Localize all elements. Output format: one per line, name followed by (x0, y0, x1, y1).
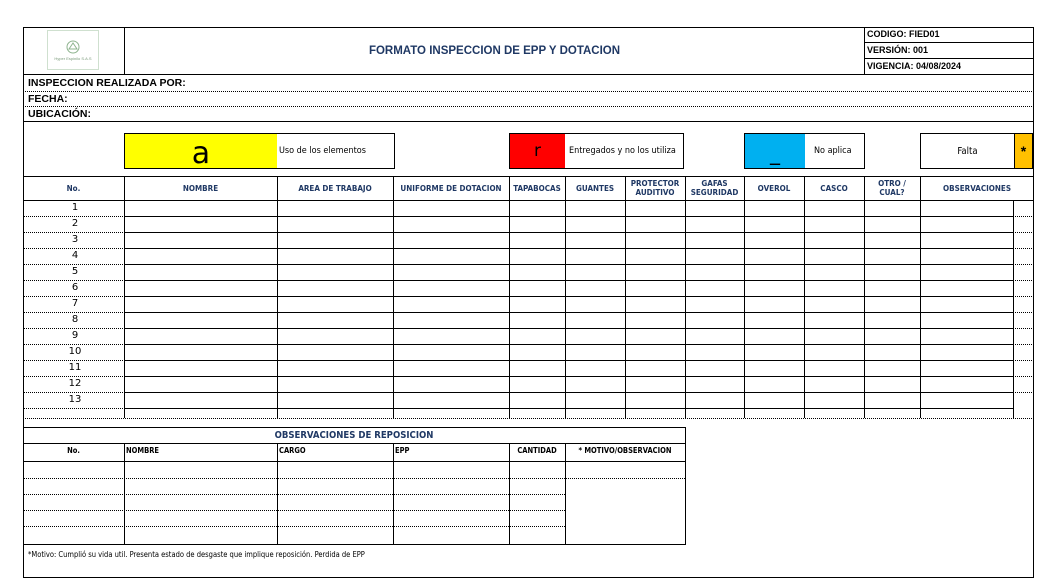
cell-otro-cual[interactable] (865, 297, 920, 312)
cell-overol[interactable] (745, 393, 804, 408)
cell-observaciones[interactable] (921, 329, 1013, 344)
cell-protector-auditivo[interactable] (626, 297, 685, 312)
cell-overol[interactable] (745, 361, 804, 376)
cell-overol[interactable] (745, 233, 804, 248)
cell-observaciones[interactable] (921, 377, 1013, 392)
header-uniforme-dotacion: UNIFORME DE DOTACION (400, 183, 502, 193)
header-no: No. (66, 183, 81, 193)
cell-guantes[interactable] (566, 329, 625, 344)
cell-otro-cual[interactable] (865, 345, 920, 360)
cell-otro-cual[interactable] (865, 313, 920, 328)
header-casco: CASCO (820, 183, 848, 193)
cell-area-trabajo[interactable] (278, 313, 393, 328)
cell-protector-auditivo[interactable] (626, 217, 685, 232)
cell-observaciones[interactable] (921, 345, 1013, 360)
cell-nombre[interactable] (125, 361, 277, 376)
fecha-label: FECHA: (28, 93, 68, 105)
cell-observaciones[interactable] (921, 233, 1013, 248)
cell-otro-cual[interactable] (865, 201, 920, 216)
cell-area-trabajo[interactable] (278, 361, 393, 376)
cell-nombre[interactable] (125, 329, 277, 344)
cell-gafas-seguridad[interactable] (686, 377, 744, 392)
legend-entregados-symbol: r (534, 141, 541, 161)
cell-gafas-seguridad[interactable] (686, 265, 744, 280)
cell-area-trabajo[interactable] (278, 217, 393, 232)
header-area-trabajo: AREA DE TRABAJO (298, 183, 372, 193)
cell-guantes[interactable] (566, 345, 625, 360)
cell-protector-auditivo[interactable] (626, 313, 685, 328)
cell-otro-cual[interactable] (865, 265, 920, 280)
cell-nombre[interactable] (125, 249, 277, 264)
cell-protector-auditivo[interactable] (626, 377, 685, 392)
cell-overol[interactable] (745, 313, 804, 328)
cell-casco[interactable] (805, 249, 864, 264)
header-tapabocas: TAPABOCAS (513, 183, 561, 193)
legend-entregados-swatch (510, 134, 565, 168)
cell-guantes[interactable] (566, 217, 625, 232)
row-number: 9 (71, 330, 79, 341)
cell-casco[interactable] (805, 217, 864, 232)
footnote: *Motivo: Cumplió su vida util. Presenta estado de desgaste que implique reposición. Perdida de EPP (28, 550, 365, 559)
cell-otro-cual[interactable] (865, 361, 920, 376)
legend-entregados-label: Entregados y no los utiliza (569, 146, 676, 156)
cell-tapabocas[interactable] (510, 377, 565, 392)
cell-uniforme-dotacion[interactable] (394, 249, 509, 264)
cell-overol[interactable] (745, 217, 804, 232)
cell-area-trabajo[interactable] (278, 345, 393, 360)
ubicacion-label: UBICACIÓN: (28, 108, 91, 120)
row-number: 13 (68, 394, 82, 405)
cell-nombre[interactable] (125, 217, 277, 232)
cell-tapabocas[interactable] (510, 297, 565, 312)
cell-casco[interactable] (805, 393, 864, 408)
row-number: 3 (71, 234, 79, 245)
cell-overol[interactable] (745, 281, 804, 296)
cell-otro-cual[interactable] (865, 233, 920, 248)
cell-tapabocas[interactable] (510, 329, 565, 344)
reposicion-header-cantidad: CANTIDAD (517, 446, 557, 455)
logo-text: Hyper Espinilo S.A.S (54, 55, 92, 61)
reposicion-header-epp: EPP (395, 446, 410, 455)
legend-uso-swatch (125, 134, 277, 171)
cell-gafas-seguridad[interactable] (686, 313, 744, 328)
cell-uniforme-dotacion[interactable] (394, 233, 509, 248)
cell-tapabocas[interactable] (510, 217, 565, 232)
row-number: 10 (68, 346, 82, 357)
cell-observaciones[interactable] (921, 249, 1013, 264)
row-number: 6 (71, 282, 79, 293)
cell-guantes[interactable] (566, 361, 625, 376)
cell-otro-cual[interactable] (865, 329, 920, 344)
cell-gafas-seguridad[interactable] (686, 233, 744, 248)
row-number: 1 (71, 202, 79, 213)
cell-casco[interactable] (805, 233, 864, 248)
header-nombre: NOMBRE (182, 183, 219, 193)
cell-area-trabajo[interactable] (278, 201, 393, 216)
row-number: 8 (71, 314, 79, 325)
cell-nombre[interactable] (125, 281, 277, 296)
cell-observaciones[interactable] (921, 361, 1013, 376)
header-gafas-seguridad: GAFAS SEGURIDAD (690, 179, 739, 197)
cell-casco[interactable] (805, 313, 864, 328)
cell-tapabocas[interactable] (510, 281, 565, 296)
cell-gafas-seguridad[interactable] (686, 361, 744, 376)
vigencia-label: VIGENCIA: 04/08/2024 (867, 61, 962, 71)
cell-guantes[interactable] (566, 313, 625, 328)
cell-area-trabajo[interactable] (278, 233, 393, 248)
reposicion-header-nombre: NOMBRE (126, 446, 160, 455)
legend-falta-label: Falta (957, 145, 978, 157)
cell-uniforme-dotacion[interactable] (394, 329, 509, 344)
cell-area-trabajo[interactable] (278, 281, 393, 296)
cell-guantes[interactable] (566, 377, 625, 392)
version-label: VERSIÓN: 001 (867, 45, 929, 55)
cell-gafas-seguridad[interactable] (686, 345, 744, 360)
legend-noaplica-symbol: _ (770, 141, 780, 165)
reposicion-header-no: No. (67, 446, 80, 455)
cell-observaciones[interactable] (921, 393, 1013, 408)
cell-uniforme-dotacion[interactable] (394, 265, 509, 280)
cell-gafas-seguridad[interactable] (686, 393, 744, 408)
cell-gafas-seguridad[interactable] (686, 249, 744, 264)
cell-otro-cual[interactable] (865, 281, 920, 296)
cell-nombre[interactable] (125, 233, 277, 248)
cell-guantes[interactable] (566, 265, 625, 280)
cell-observaciones[interactable] (921, 265, 1013, 280)
cell-tapabocas[interactable] (510, 233, 565, 248)
cell-otro-cual[interactable] (865, 377, 920, 392)
reposicion-header-motivo-observacion: * MOTIVO/OBSERVACION (578, 446, 672, 455)
legend-falta-swatch (1014, 134, 1032, 168)
header-guantes: GUANTES (575, 183, 615, 193)
cell-uniforme-dotacion[interactable] (394, 345, 509, 360)
cell-nombre[interactable] (125, 377, 277, 392)
cell-guantes[interactable] (566, 201, 625, 216)
cell-nombre[interactable] (125, 393, 277, 408)
cell-otro-cual[interactable] (865, 393, 920, 408)
header-overol: OVEROL (757, 183, 791, 193)
legend-uso-symbol: a (191, 136, 211, 171)
cell-tapabocas[interactable] (510, 393, 565, 408)
cell-observaciones[interactable] (921, 217, 1013, 232)
cell-protector-auditivo[interactable] (626, 201, 685, 216)
cell-protector-auditivo[interactable] (626, 233, 685, 248)
cell-uniforme-dotacion[interactable] (394, 313, 509, 328)
cell-uniforme-dotacion[interactable] (394, 201, 509, 216)
cell-overol[interactable] (745, 249, 804, 264)
cell-casco[interactable] (805, 361, 864, 376)
cell-uniforme-dotacion[interactable] (394, 217, 509, 232)
legend-falta-symbol: * (1020, 143, 1027, 159)
cell-protector-auditivo[interactable] (626, 361, 685, 376)
cell-area-trabajo[interactable] (278, 249, 393, 264)
cell-casco[interactable] (805, 281, 864, 296)
cell-uniforme-dotacion[interactable] (394, 361, 509, 376)
legend-noaplica-label: No aplica (814, 146, 852, 156)
cell-tapabocas[interactable] (510, 313, 565, 328)
cell-gafas-seguridad[interactable] (686, 281, 744, 296)
cell-overol[interactable] (745, 345, 804, 360)
inspeccion-realizada-label: INSPECCION REALIZADA POR: (28, 77, 186, 89)
row-number: 12 (68, 378, 82, 389)
header-protector-auditivo: PROTECTOR AUDITIVO (630, 179, 680, 197)
row-number: 7 (71, 298, 79, 309)
cell-protector-auditivo[interactable] (626, 249, 685, 264)
row-number: 2 (71, 218, 79, 229)
cell-area-trabajo[interactable] (278, 265, 393, 280)
cell-area-trabajo[interactable] (278, 329, 393, 344)
codigo-label: CODIGO: FIED01 (867, 29, 940, 39)
cell-otro-cual[interactable] (865, 217, 920, 232)
legend-entregados-box (509, 133, 684, 169)
cell-protector-auditivo[interactable] (626, 265, 685, 280)
cell-casco[interactable] (805, 201, 864, 216)
cell-guantes[interactable] (566, 297, 625, 312)
document-title: FORMATO INSPECCION DE EPP Y DOTACION (368, 44, 621, 57)
cell-tapabocas[interactable] (510, 361, 565, 376)
cell-gafas-seguridad[interactable] (686, 201, 744, 216)
reposicion-header-cargo: CARGO (279, 446, 306, 455)
logo-box (23, 27, 125, 74)
cell-observaciones[interactable] (921, 313, 1013, 328)
cell-tapabocas[interactable] (510, 201, 565, 216)
row-number: 11 (68, 362, 82, 373)
cell-casco[interactable] (805, 377, 864, 392)
cell-area-trabajo[interactable] (278, 393, 393, 408)
cell-tapabocas[interactable] (510, 265, 565, 280)
cell-observaciones[interactable] (921, 297, 1013, 312)
cell-casco[interactable] (805, 265, 864, 280)
cell-protector-auditivo[interactable] (626, 393, 685, 408)
cell-uniforme-dotacion[interactable] (394, 297, 509, 312)
cell-gafas-seguridad[interactable] (686, 217, 744, 232)
cell-overol[interactable] (745, 297, 804, 312)
company-logo (47, 30, 99, 70)
cell-protector-auditivo[interactable] (626, 345, 685, 360)
cell-nombre[interactable] (125, 265, 277, 280)
legend-falta-box (920, 133, 1033, 169)
cell-gafas-seguridad[interactable] (686, 297, 744, 312)
reposicion-title: OBSERVACIONES DE REPOSICION (274, 429, 434, 441)
legend-noaplica-swatch (745, 134, 805, 168)
cell-nombre[interactable] (125, 345, 277, 360)
row-number: 4 (71, 250, 79, 261)
row-number: 5 (71, 266, 79, 277)
cell-observaciones[interactable] (921, 281, 1013, 296)
cell-overol[interactable] (745, 377, 804, 392)
cell-protector-auditivo[interactable] (626, 281, 685, 296)
cell-guantes[interactable] (566, 249, 625, 264)
legend-noaplica-box (744, 133, 865, 169)
cell-area-trabajo[interactable] (278, 297, 393, 312)
cell-overol[interactable] (745, 329, 804, 344)
cell-nombre[interactable] (125, 201, 277, 216)
cell-nombre[interactable] (125, 313, 277, 328)
cell-guantes[interactable] (566, 393, 625, 408)
cell-guantes[interactable] (566, 233, 625, 248)
cell-otro-cual[interactable] (865, 249, 920, 264)
cell-overol[interactable] (745, 201, 804, 216)
cell-observaciones[interactable] (921, 201, 1013, 216)
cell-uniforme-dotacion[interactable] (394, 393, 509, 408)
header-otro-cual: OTRO / CUAL? (878, 179, 906, 197)
cell-overol[interactable] (745, 265, 804, 280)
cell-tapabocas[interactable] (510, 345, 565, 360)
legend-uso-box (124, 133, 395, 169)
cell-casco[interactable] (805, 345, 864, 360)
header-observaciones: OBSERVACIONES (942, 183, 1012, 193)
legend-uso-label: Uso de los elementos (279, 146, 366, 156)
cell-tapabocas[interactable] (510, 249, 565, 264)
cell-protector-auditivo[interactable] (626, 329, 685, 344)
cell-area-trabajo[interactable] (278, 377, 393, 392)
cell-casco[interactable] (805, 297, 864, 312)
logo-emblem-icon (65, 40, 81, 54)
reposicion-frame (23, 427, 686, 545)
cell-uniforme-dotacion[interactable] (394, 281, 509, 296)
cell-gafas-seguridad[interactable] (686, 329, 744, 344)
cell-nombre[interactable] (125, 297, 277, 312)
cell-casco[interactable] (805, 329, 864, 344)
cell-guantes[interactable] (566, 281, 625, 296)
cell-uniforme-dotacion[interactable] (394, 377, 509, 392)
